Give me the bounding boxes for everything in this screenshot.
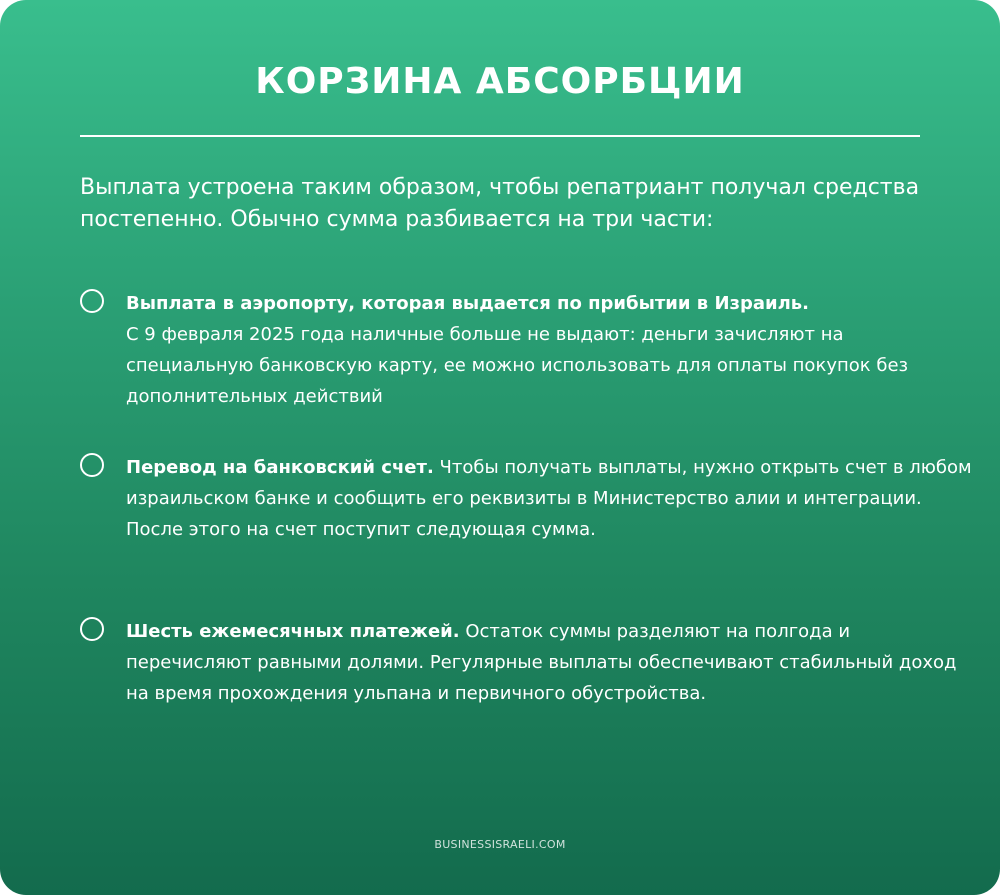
- list-item-heading: Выплата в аэропорту, которая выдается по прибытии в Израиль.: [126, 293, 810, 314]
- list-item-heading: Перевод на банковский счет.: [126, 457, 434, 478]
- list-item-body: Остаток суммы разделяют на полгода и перечисляют равными долями. Регулярные выплаты обеспечивают стабильный доход на время прохождения ульпана и первичного обустройства.: [126, 621, 957, 704]
- circle-bullet-icon: [80, 617, 104, 641]
- list-item-body: Чтобы получать выплаты, нужно открыть счет в любом израильском банке и сообщить его реквизиты в Министерство алии и интеграции. После этого на счет поступит следующая сумма.: [126, 457, 972, 540]
- list-item-body: С 9 февраля 2025 года наличные больше не выдают: деньги зачисляют на специальную банковскую карту, ее можно использовать для оплаты покупок без дополнительных действий: [126, 324, 909, 407]
- list-item-text: [126, 288, 976, 412]
- circle-bullet-icon: [80, 453, 104, 477]
- list-item-text: [126, 452, 976, 545]
- title-divider: [80, 135, 920, 137]
- list-item-text: [126, 616, 976, 709]
- intro-text: Выплата устроена таким образом, чтобы репатриант получал средства постепенно. Обычно сумма разбивается на три части:: [80, 175, 920, 232]
- footer-site-label: BUSINESSISRAELI.COM: [434, 838, 566, 851]
- circle-bullet-icon: [80, 289, 104, 313]
- list-item-heading: Шесть ежемесячных платежей.: [126, 621, 460, 642]
- page-title: КОРЗИНА АБСОРБЦИИ: [255, 61, 745, 102]
